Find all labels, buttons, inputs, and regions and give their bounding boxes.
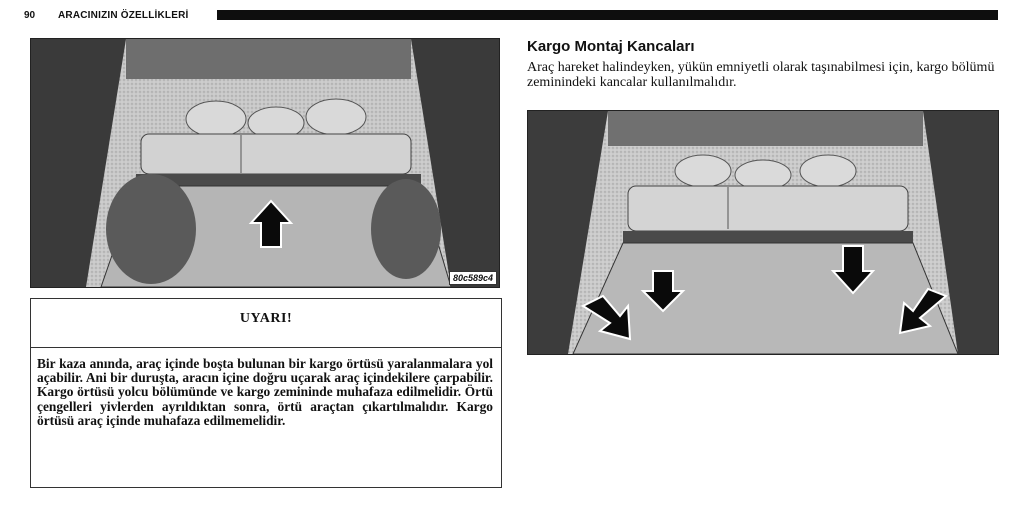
warning-title: UYARI! bbox=[239, 311, 293, 326]
section-body: Araç hareket halindeyken, yükün emniyetli olarak taşınabilmesi için, kargo bölümü zeminindeki kancalar kullanılmalıdır. bbox=[527, 60, 995, 90]
section-heading: Kargo Montaj Kancaları bbox=[527, 38, 695, 55]
warning-divider bbox=[31, 347, 501, 348]
header-rule bbox=[217, 10, 998, 20]
cargo-hooks-photo bbox=[527, 110, 999, 355]
running-header-title: ARACINIZIN ÖZELLİKLERİ bbox=[58, 10, 189, 21]
page-number: 90 bbox=[24, 10, 36, 21]
cargo-cover-photo bbox=[30, 38, 500, 288]
figure-code: 80c589c4 bbox=[449, 271, 497, 285]
warning-box bbox=[30, 298, 502, 488]
warning-text: Bir kaza anında, araç içinde boşta bulunan bir kargo örtüsü yaralanmalara yol açabilir. Ani bir duruşta, aracın içine doğru uçarak araç içindekilere çarpabilir. Kargo örtüsü yolcu bölümünde ve kargo zemininde muhafaza edilmelidir. Örtü çengelleri yivlerden ayrıldıktan sonra, örtü araçtan çıkartılmalıdır. Kargo örtüsü araç içinde muhafaza edilmemelidir. bbox=[37, 356, 493, 428]
